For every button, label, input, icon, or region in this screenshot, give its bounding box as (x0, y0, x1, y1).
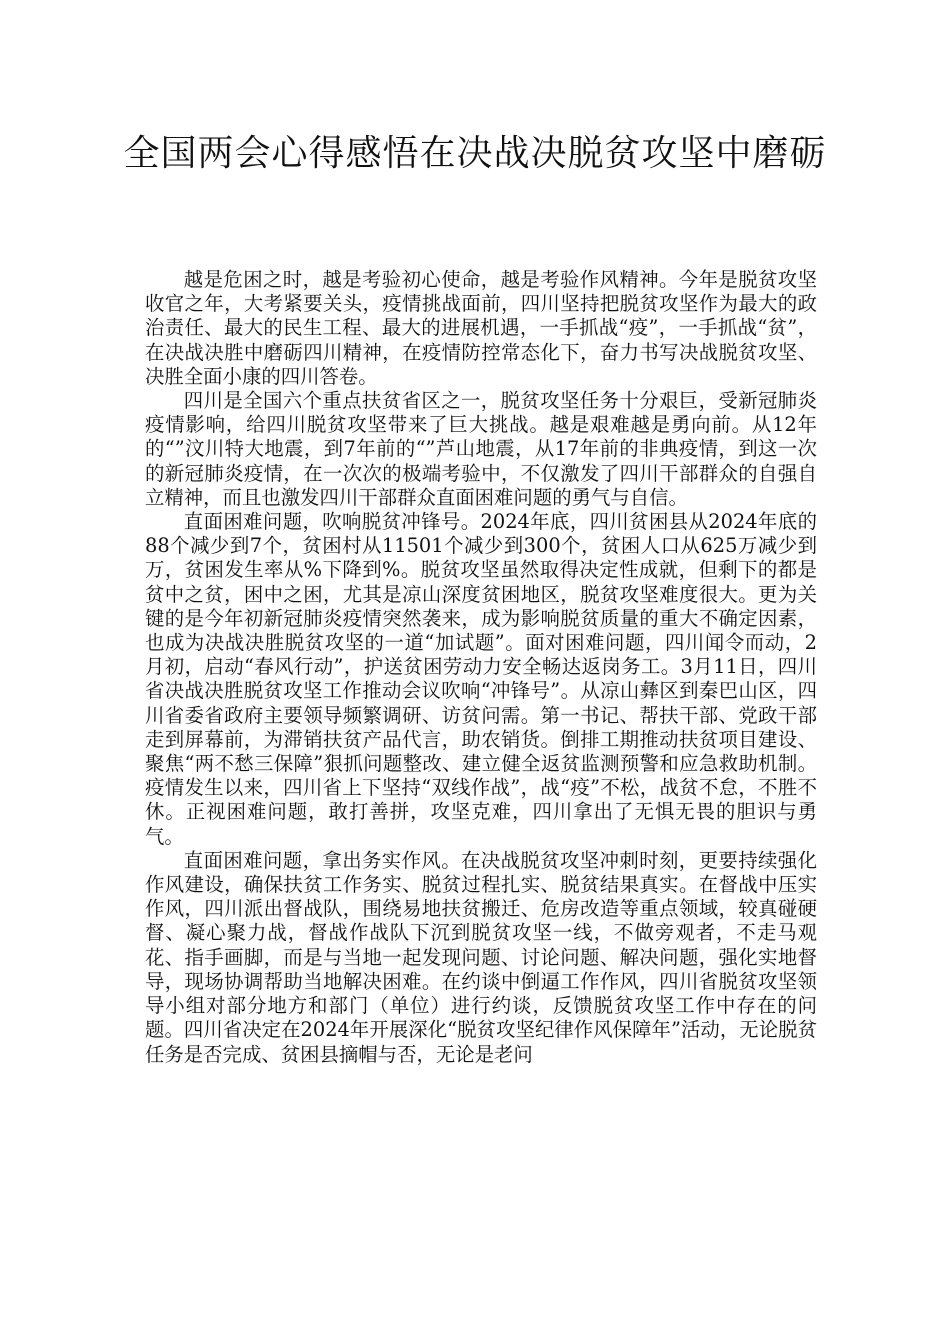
paragraph: 越是危困之时，越是考验初心使命，越是考验作风精神。今年是脱贫攻坚收官之年，大考紧要关头，疫情挑战面前，四川坚持把脱贫攻坚作为最大的政治责任、最大的民生工程、最大的进展机遇，一手抓战“疫”，一手抓战“贫”，在决战决胜中磨砺四川精神，在疫情防控常态化下，奋力书写决战脱贫攻坚、决胜全面小康的四川答卷。 (145, 268, 817, 388)
paragraph: 直面困难问题，拿出务实作风。在决战脱贫攻坚冲刺时刻，更要持续强化作风建设，确保扶贫工作务实、脱贫过程扎实、脱贫结果真实。在督战中压实作风，四川派出督战队，围绕易地扶贫搬迁、危房改造等重点领域，较真碰硬督、凝心聚力战，督战作战队下沉到脱贫攻坚一线，不做旁观者，不走马观花、指手画脚，而是与当地一起发现问题、讨论问题、解决问题，强化实地督导，现场协调帮助当地解决困难。在约谈中倒逼工作作风，四川省脱贫攻坚领导小组对部分地方和部门（单位）进行约谈，反馈脱贫攻坚工作中存在的问题。四川省决定在2024年开展深化“脱贫攻坚纪律作风保障年”活动，无论脱贫任务是否完成、贫困县摘帽与否，无论是老问 (145, 848, 817, 1066)
paragraph: 直面困难问题，吹响脱贫冲锋号。2024年底，四川贫困县从2024年底的88个减少到7个，贫困村从11501个减少到300个，贫困人口从625万减少到万，贫困发生率从%下降到%。脱贫攻坚虽然取得决定性成就，但剩下的都是贫中之贫，困中之困，尤其是凉山深度贫困地区，脱贫攻坚难度很大。更为关键的是今年初新冠肺炎疫情突然袭来，成为影响脱贫质量的重大不确定因素，也成为决战决胜脱贫攻坚的一道“加试题”。面对困难问题，四川闻令而动，2月初，启动“春风行动”，护送贫困劳动力安全畅达返岗务工。3月11日，四川省决战决胜脱贫攻坚工作推动会议吹响“冲锋号”。从凉山彝区到秦巴山区，四川省委省政府主要领导频繁调研、访贫问需。第一书记、帮扶干部、党政干部走到屏幕前，为滞销扶贫产品代言，助农销货。倒排工期推动扶贫项目建设、聚焦“两不愁三保障”狠抓问题整改、建立健全返贫监测预警和应急救助机制。疫情发生以来，四川省上下坚持“双线作战”，战“疫”不松，战贫不怠，不胜不休。正视困难问题，敢打善拼，攻坚克难，四川拿出了无惧无畏的胆识与勇气。 (145, 510, 817, 848)
document-body (145, 268, 817, 1067)
document-title: 全国两会心得感悟在决战决脱贫攻坚中磨砺 (123, 133, 827, 174)
paragraph: 四川是全国六个重点扶贫省区之一，脱贫攻坚任务十分艰巨，受新冠肺炎疫情影响，给四川脱贫攻坚带来了巨大挑战。越是艰难越是勇向前。从12年的“”汶川特大地震，到7年前的“”芦山地震，从17年前的非典疫情，到这一次的新冠肺炎疫情，在一次次的极端考验中，不仅激发了四川干部群众的自强自立精神，而且也激发四川干部群众直面困难问题的勇气与自信。 (145, 389, 817, 509)
